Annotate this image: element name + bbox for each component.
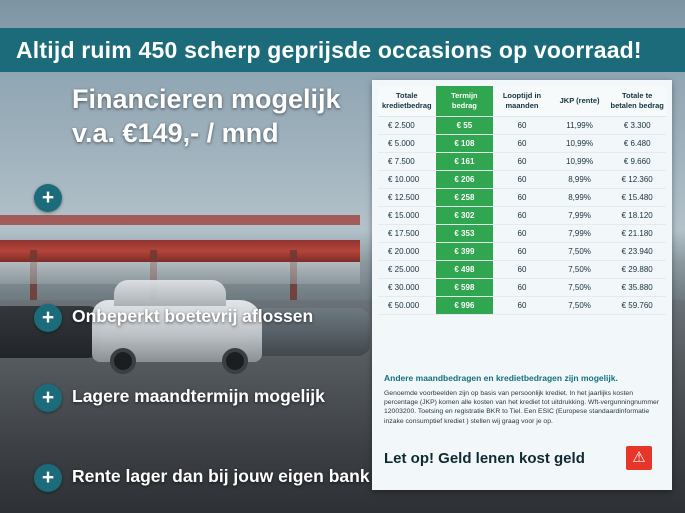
financing-title: Financieren mogelijk	[72, 84, 341, 114]
table-cell: 60	[493, 117, 551, 135]
table-column-header: Looptijd in maanden	[493, 86, 551, 117]
bullet-icon: +	[34, 464, 62, 492]
table-cell: € 12.360	[608, 171, 666, 189]
table-cell: € 108	[436, 135, 494, 153]
bullet-icon: +	[34, 384, 62, 412]
table-body	[378, 117, 666, 315]
table-cell: € 206	[436, 171, 494, 189]
table-cell: 60	[493, 135, 551, 153]
table-cell: € 12.500	[378, 189, 436, 207]
table-column-header: Totale kredietbedrag	[378, 86, 436, 117]
table-row	[378, 279, 666, 297]
table-cell: 7,50%	[551, 243, 609, 261]
table-cell: € 598	[436, 279, 494, 297]
table-cell: € 35.880	[608, 279, 666, 297]
table-cell: € 498	[436, 261, 494, 279]
table-cell: € 10.000	[378, 171, 436, 189]
bullet-text: Rente lager dan bij jouw eigen bank	[72, 466, 370, 486]
disclaimer-body: Genoemde voorbeelden zijn op basis van persoonlijk krediet. In het jaarlijks kosten percentage (JKP) komen alle kosten van het krediet tot uitdrukking. Wft-vergunningnummer 12003200. Toetsing en registratie BKR to Tiel. Een ESIC (Europese standaardinformatie inzake consumptief krediet ) stellen wij graag voor je op.	[384, 390, 660, 425]
table-cell: € 25.000	[378, 261, 436, 279]
table-column-header: JKP (rente)	[551, 86, 609, 117]
table-row	[378, 117, 666, 135]
table-cell: 60	[493, 171, 551, 189]
table-row	[378, 207, 666, 225]
table-cell: 10,99%	[551, 153, 609, 171]
table-cell: € 161	[436, 153, 494, 171]
table-cell: € 23.940	[608, 243, 666, 261]
table-cell: € 6.480	[608, 135, 666, 153]
loan-rate-table	[378, 86, 666, 315]
table-cell: 11,99%	[551, 117, 609, 135]
table-cell: € 15.480	[608, 189, 666, 207]
table-cell: € 3.300	[608, 117, 666, 135]
car-wheel	[110, 348, 136, 374]
table-cell: € 353	[436, 225, 494, 243]
headline-bar	[0, 28, 685, 72]
bullet-icon: +	[34, 184, 62, 212]
table-cell: 7,50%	[551, 261, 609, 279]
table-row	[378, 243, 666, 261]
table-cell: € 50.000	[378, 297, 436, 315]
warning-text: Let op! Geld lenen kost geld	[384, 450, 585, 467]
table-cell: € 18.120	[608, 207, 666, 225]
table-cell: € 7.500	[378, 153, 436, 171]
headline-text: Altijd ruim 450 scherp geprijsde occasions op voorraad!	[16, 36, 642, 63]
table-cell: € 21.180	[608, 225, 666, 243]
table-column-header: Termijn bedrag	[436, 86, 494, 117]
table-cell: 60	[493, 297, 551, 315]
bullet-icon: +	[34, 304, 62, 332]
table-cell: 7,99%	[551, 207, 609, 225]
table-cell: € 9.660	[608, 153, 666, 171]
table-cell: 60	[493, 153, 551, 171]
bullet-text: Lagere maandtermijn mogelijk	[72, 386, 325, 406]
table-cell: € 399	[436, 243, 494, 261]
bullet-text: Onbeperkt boetevrij aflossen	[72, 306, 314, 326]
table-cell: 7,99%	[551, 225, 609, 243]
table-cell: 8,99%	[551, 171, 609, 189]
table-cell: € 258	[436, 189, 494, 207]
table-cell: 60	[493, 207, 551, 225]
table-cell: € 59.760	[608, 297, 666, 315]
table-cell: 60	[493, 243, 551, 261]
warning-icon: ⚠	[626, 446, 652, 470]
table-row	[378, 225, 666, 243]
canopy-upper-beam	[0, 215, 360, 225]
table-cell: € 302	[436, 207, 494, 225]
table-cell: 60	[493, 279, 551, 297]
table-cell: 60	[493, 225, 551, 243]
table-header-row	[378, 86, 666, 117]
table-cell: 8,99%	[551, 189, 609, 207]
table-cell: € 20.000	[378, 243, 436, 261]
car-wheel	[222, 348, 248, 374]
table-cell: 60	[493, 261, 551, 279]
table-cell: € 29.880	[608, 261, 666, 279]
table-cell: € 2.500	[378, 117, 436, 135]
table-cell: € 17.500	[378, 225, 436, 243]
table-cell: 60	[493, 189, 551, 207]
table-cell: € 55	[436, 117, 494, 135]
table-row	[378, 153, 666, 171]
disclaimer-title: Andere maandbedragen en kredietbedragen zijn mogelijk.	[384, 373, 618, 383]
table-row	[378, 261, 666, 279]
table-row	[378, 189, 666, 207]
table-row	[378, 297, 666, 315]
table-cell: € 5.000	[378, 135, 436, 153]
table-cell: € 30.000	[378, 279, 436, 297]
table-row	[378, 171, 666, 189]
table-cell: € 15.000	[378, 207, 436, 225]
table-cell: 7,50%	[551, 279, 609, 297]
table-cell: 10,99%	[551, 135, 609, 153]
table-column-header: Totale te betalen bedrag	[608, 86, 666, 117]
table-row	[378, 135, 666, 153]
table-cell: € 996	[436, 297, 494, 315]
table-cell: 7,50%	[551, 297, 609, 315]
canopy-red-beam	[0, 240, 360, 262]
financing-subtitle: v.a. €149,- / mnd	[72, 118, 279, 148]
